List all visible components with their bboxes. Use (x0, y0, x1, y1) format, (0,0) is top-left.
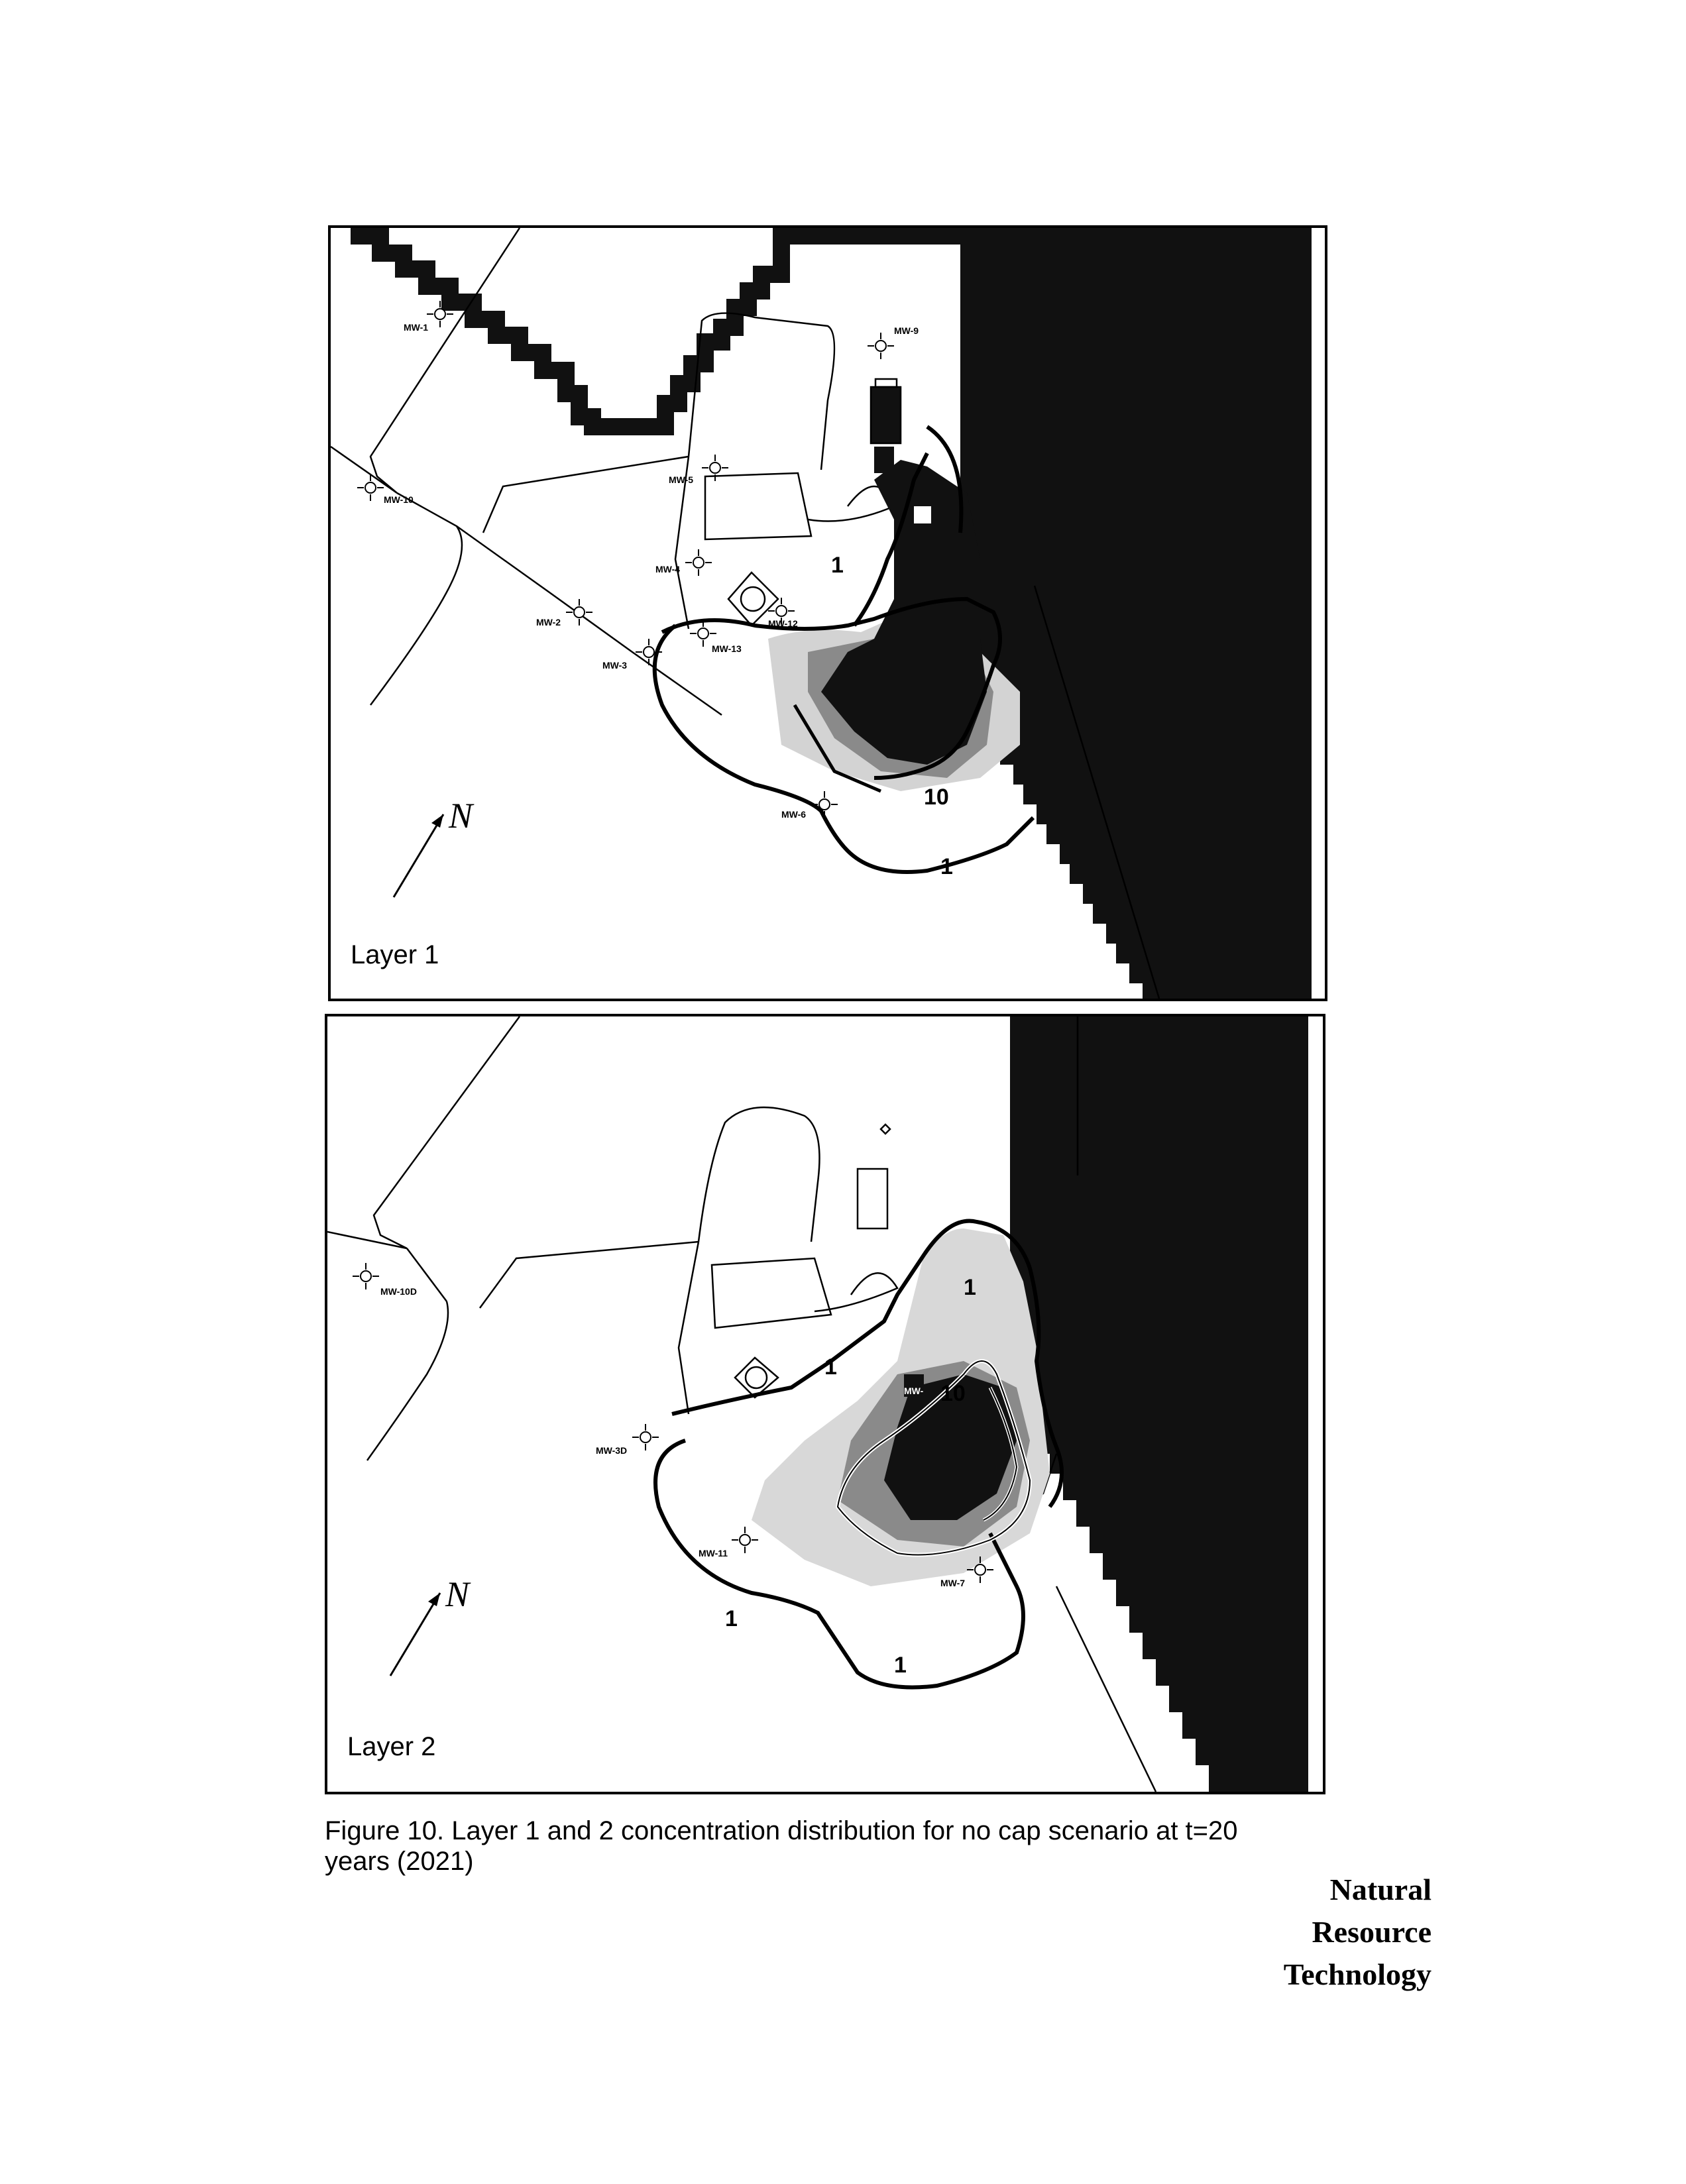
well-label: MW-4 (655, 564, 681, 574)
well-marker (353, 1263, 379, 1289)
well-label: MW-6 (781, 809, 807, 820)
layer-label: Layer 1 (351, 940, 439, 969)
contour-label: 1 (725, 1606, 738, 1631)
caption-line: Figure 10. Layer 1 and 2 concentration distribution for no cap scenario at t=20 (325, 1816, 1238, 1845)
layer-label: Layer 2 (347, 1732, 436, 1761)
map-panel-layer-1 (328, 225, 1327, 1001)
map-panel-layer-2 (325, 1014, 1325, 1794)
contour-label: 10 (924, 785, 949, 810)
north-label: N (449, 796, 473, 836)
contour-label: 1 (824, 1354, 837, 1380)
well-marker (685, 549, 712, 576)
map-layer-1-drawing (331, 228, 1325, 999)
well-marker (690, 620, 716, 647)
north-arrow-icon (394, 796, 475, 897)
contour-label: 1 (894, 1653, 907, 1678)
well-marker (868, 333, 894, 359)
contour-label: 10 (940, 1381, 966, 1406)
well-marker (732, 1527, 758, 1553)
company-logo-text (1127, 1869, 1432, 1996)
river-area (1010, 1016, 1308, 1792)
company-line: Technology (1283, 1957, 1432, 1991)
company-line: Resource (1312, 1915, 1432, 1949)
well-marker (632, 1424, 659, 1450)
company-line: Natural (1329, 1873, 1432, 1906)
north-label: N (445, 1574, 470, 1614)
well-label: MW- (904, 1386, 924, 1396)
well-marker (636, 639, 662, 665)
well-label: MW-5 (669, 474, 694, 485)
contour-label: 1 (964, 1275, 976, 1300)
contour-label: 1 (940, 854, 953, 879)
well-label: MW-3D (596, 1445, 628, 1456)
well-label: MW-10 (384, 494, 414, 505)
well-marker (811, 791, 838, 818)
well-label: MW-12 (768, 618, 798, 629)
well-label: MW-3 (602, 660, 628, 671)
contour-label: 1 (831, 553, 844, 578)
well-label: MW-1 (404, 322, 429, 333)
caption-line: years (2021) (325, 1847, 474, 1876)
map-layer-2-drawing (327, 1016, 1323, 1792)
north-arrow-icon (390, 1574, 471, 1676)
well-label: MW-11 (699, 1548, 728, 1558)
well-label: MW-10D (380, 1286, 417, 1297)
well-label: MW-9 (894, 325, 919, 336)
well-label: MW-2 (536, 617, 561, 628)
figure-caption (325, 1816, 1332, 1877)
model-boundary-north (351, 236, 960, 427)
well-label: MW-13 (712, 643, 742, 654)
well-label: MW-7 (940, 1578, 966, 1588)
river-area (960, 228, 1312, 999)
